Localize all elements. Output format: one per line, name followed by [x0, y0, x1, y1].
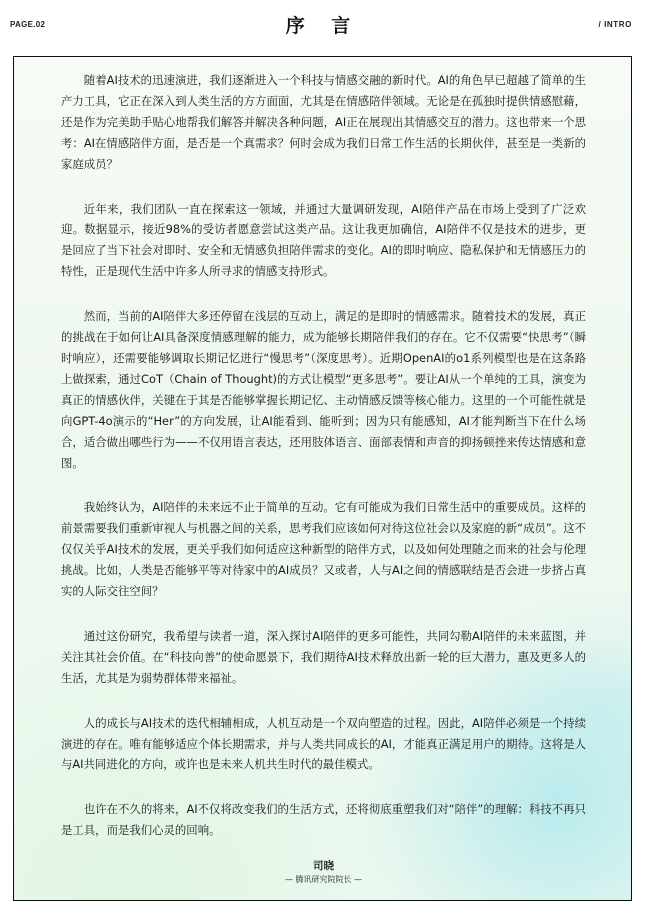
paragraph-3: 然而，当前的AI陪伴大多还停留在浅层的互动上，满足的是即时的情感需求。随着技术的发展，真正的挑战在于如何让AI具备深度情感理解的能力，成为能够长期陪伴我们的存在。它不仅需要“快思考”（瞬时响应），还需要能够调取长期记忆进行“慢思考”（深度思考）。近期OpenAI的o1系列模型也是在这条路上做探索，通过CoT（Chain of Thought)的方式让模型“更多思考”。要让AI从一个单纯的工具，演变为真正的情感伙伴，关键在于其是否能够掌握长期记忆、主动情感反馈等核心能力。这里的一个可能性就是向GPT-4o演示的“Her”的方向发展，让AI能看到、能听到；因为只有能感知，AI才能判断当下在什么场合，适合做出哪些行为——不仅用语言表达，还用肢体语言、面部表情和声音的抑扬顿挫来传达情感和意图。	[61, 309, 586, 470]
paragraph-5: 通过这份研究，我希望与读者一道，深入探讨AI陪伴的更多可能性，共同勾勒AI陪伴的未来蓝图，并关注其社会价值。在“科技向善”的使命愿景下，我们期待AI技术释放出新一轮的巨大潜力，惠及更多人的生活，尤其是为弱势群体带来福祉。	[61, 628, 586, 685]
page-number: PAGE.02	[10, 20, 46, 29]
paragraph-4: 我始终认为，AI陪伴的未来远不止于简单的互动。它有可能成为我们日常生活中的重要成员。这样的前景需要我们重新审视人与机器之间的关系，思考我们应该如何对待这位社会以及家庭的新“成员”。这不仅仅关乎AI技术的发展，更关乎我们如何适应这种新型的陪伴方式，以及如何处理随之而来的社会与伦理挑战。比如，人类是否能够平等对待家中的AI成员？又或者，人与AI之间的情感联结是否会进一步挤占真实的人际交往空间？	[61, 500, 586, 599]
author-name: 司晓	[313, 860, 334, 872]
paragraph-2: 近年来，我们团队一直在探索这一领域，并通过大量调研发现，AI陪伴产品在市场上受到了广泛欢迎。数据显示，接近98%的受访者愿意尝试这类产品。这让我更加确信，AI陪伴不仅是技术的进步，更是回应了当下社会对即时、安全和无情感负担陪伴需求的变化。AI的即时响应、隐私保护和无情感压力的特性，正是现代生活中许多人所寻求的情感支持形式。	[61, 201, 586, 279]
content-panel	[13, 56, 632, 901]
page-header	[0, 0, 646, 52]
author-title: — 腾讯研究院院长 —	[284, 875, 363, 884]
signature-block	[14, 859, 633, 886]
paragraph-7: 也许在不久的将来，AI不仅将改变我们的生活方式，还将彻底重塑我们对“陪伴”的理解：科技不再只是工具，而是我们心灵的回响。	[61, 802, 586, 838]
section-label: / INTRO	[598, 20, 632, 29]
paragraph-6: 人的成长与AI技术的迭代相辅相成，人机互动是一个双向塑造的过程。因此，AI陪伴必须是一个持续演进的存在。唯有能够适应个体长期需求，并与人类共同成长的AI，才能真正满足用户的期待。这将是人与AI共同进化的方向，或许也是未来人机共生时代的最佳模式。	[61, 715, 586, 772]
paragraph-1: 随着AI技术的迅速演进，我们逐渐进入一个科技与情感交融的新时代。AI的角色早已超越了简单的生产力工具，它正在深入到人类生活的方方面面，尤其是在情感陪伴领域。无论是在孤独时提供情感慰藉，还是作为完美助手贴心地帮我们解答并解决各种问题，AI正在展现出其情感交互的潜力。这也带来一个思考：AI在情感陪伴方面，是否是一个真需求？何时会成为我们日常工作生活的长期伙伴，甚至是一类新的家庭成员？	[61, 73, 586, 171]
page-title: 序 言	[285, 15, 361, 37]
preface-body	[61, 70, 586, 865]
